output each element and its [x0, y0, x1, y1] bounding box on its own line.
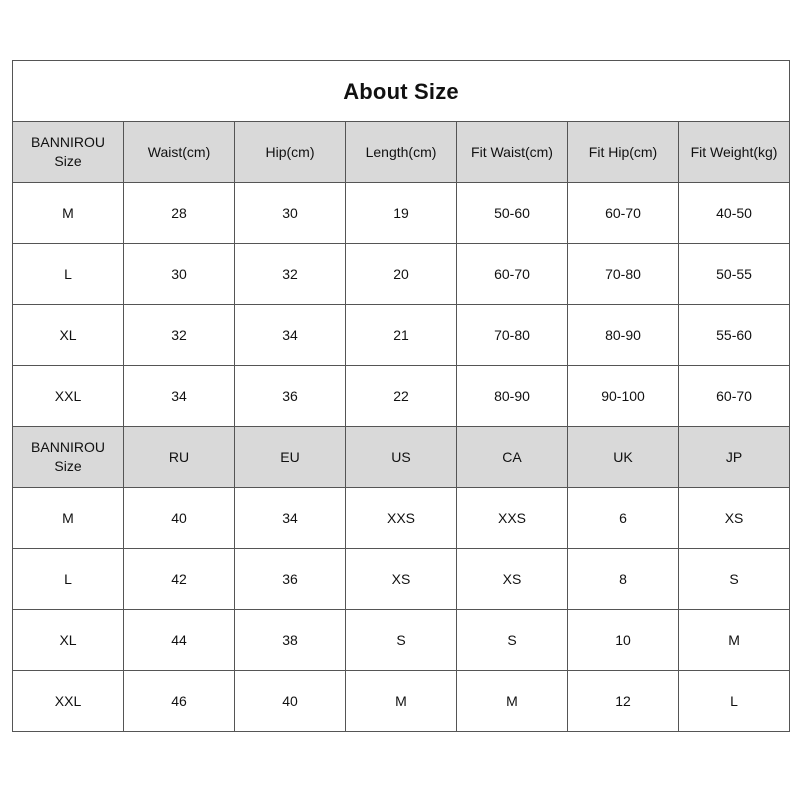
- table-cell: 44: [124, 610, 235, 671]
- table-cell: 8: [568, 549, 679, 610]
- table-cell: 34: [235, 488, 346, 549]
- table-cell: XS: [346, 549, 457, 610]
- table-cell: M: [679, 610, 790, 671]
- table-cell: 90-100: [568, 366, 679, 427]
- column-header: US: [346, 427, 457, 488]
- table-cell: XXS: [346, 488, 457, 549]
- table-cell: 70-80: [457, 305, 568, 366]
- table-cell: XS: [457, 549, 568, 610]
- table-cell: 19: [346, 183, 457, 244]
- size-table: [12, 60, 790, 732]
- table-cell: 32: [235, 244, 346, 305]
- column-header: EU: [235, 427, 346, 488]
- table-cell: 60-70: [457, 244, 568, 305]
- conversion-header-row: [13, 427, 790, 488]
- size-chart: [12, 60, 789, 732]
- table-cell: 12: [568, 671, 679, 732]
- brand-name: BANNIROU: [31, 439, 105, 455]
- size-cell: L: [13, 244, 124, 305]
- table-cell: 60-70: [679, 366, 790, 427]
- table-cell: 30: [235, 183, 346, 244]
- table-cell: 34: [124, 366, 235, 427]
- table-cell: 80-90: [457, 366, 568, 427]
- column-header: Fit Weight(kg): [679, 122, 790, 183]
- table-cell: 10: [568, 610, 679, 671]
- table-cell: 34: [235, 305, 346, 366]
- brand-size-label: Size: [54, 458, 82, 474]
- table-cell: 21: [346, 305, 457, 366]
- column-header: UK: [568, 427, 679, 488]
- table-cell: M: [457, 671, 568, 732]
- brand-size-header: [13, 427, 124, 488]
- brand-name: BANNIROU: [31, 134, 105, 150]
- table-cell: 55-60: [679, 305, 790, 366]
- size-cell: XXL: [13, 366, 124, 427]
- size-cell: L: [13, 549, 124, 610]
- brand-size-header: [13, 122, 124, 183]
- measurement-header-row: [13, 122, 790, 183]
- column-header: RU: [124, 427, 235, 488]
- table-cell: 46: [124, 671, 235, 732]
- column-header: CA: [457, 427, 568, 488]
- table-cell: L: [679, 671, 790, 732]
- table-row: [13, 244, 790, 305]
- table-cell: S: [346, 610, 457, 671]
- table-cell: 6: [568, 488, 679, 549]
- column-header: Fit Hip(cm): [568, 122, 679, 183]
- table-cell: 40: [124, 488, 235, 549]
- table-row: [13, 610, 790, 671]
- table-cell: 50-55: [679, 244, 790, 305]
- page-title: About Size: [13, 61, 790, 122]
- table-cell: S: [679, 549, 790, 610]
- table-cell: 30: [124, 244, 235, 305]
- table-cell: 38: [235, 610, 346, 671]
- column-header: JP: [679, 427, 790, 488]
- table-cell: 36: [235, 366, 346, 427]
- table-row: [13, 488, 790, 549]
- table-cell: 70-80: [568, 244, 679, 305]
- table-cell: 42: [124, 549, 235, 610]
- table-row: [13, 305, 790, 366]
- size-cell: M: [13, 183, 124, 244]
- table-row: [13, 671, 790, 732]
- column-header: Fit Waist(cm): [457, 122, 568, 183]
- table-cell: 50-60: [457, 183, 568, 244]
- size-cell: XL: [13, 610, 124, 671]
- table-cell: 20: [346, 244, 457, 305]
- brand-size-label: Size: [54, 153, 82, 169]
- table-cell: 80-90: [568, 305, 679, 366]
- size-cell: XXL: [13, 671, 124, 732]
- table-row: [13, 366, 790, 427]
- column-header: Length(cm): [346, 122, 457, 183]
- table-cell: 40-50: [679, 183, 790, 244]
- table-row: [13, 183, 790, 244]
- size-cell: M: [13, 488, 124, 549]
- table-cell: 32: [124, 305, 235, 366]
- table-cell: M: [346, 671, 457, 732]
- column-header: Waist(cm): [124, 122, 235, 183]
- column-header: Hip(cm): [235, 122, 346, 183]
- table-row: [13, 549, 790, 610]
- table-cell: 28: [124, 183, 235, 244]
- table-cell: 40: [235, 671, 346, 732]
- table-cell: S: [457, 610, 568, 671]
- size-cell: XL: [13, 305, 124, 366]
- table-cell: 36: [235, 549, 346, 610]
- table-cell: XS: [679, 488, 790, 549]
- title-row: [13, 61, 790, 122]
- table-cell: 60-70: [568, 183, 679, 244]
- table-cell: 22: [346, 366, 457, 427]
- table-cell: XXS: [457, 488, 568, 549]
